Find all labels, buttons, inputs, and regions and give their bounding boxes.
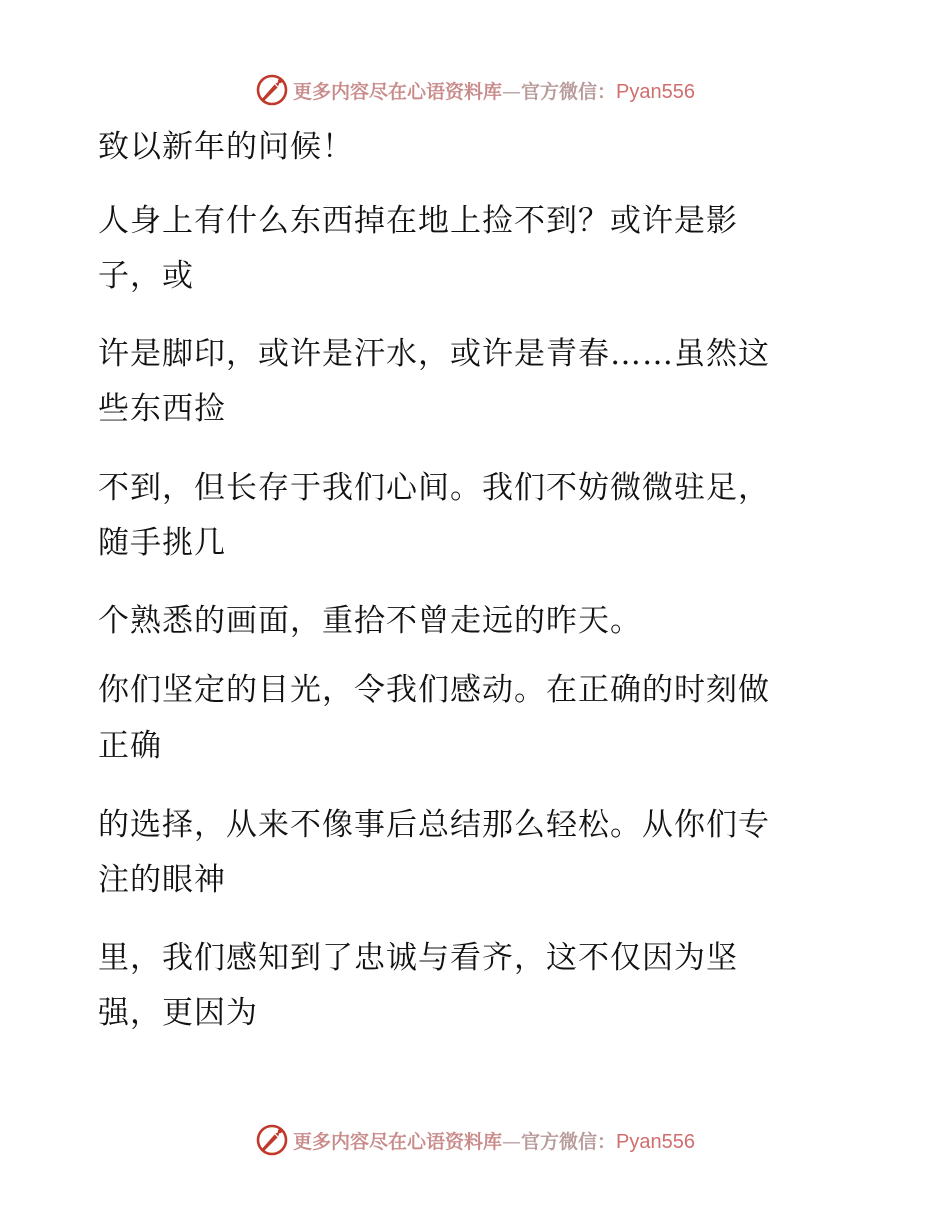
text-line: 个熟悉的画面，重拾不曾走远的昨天。	[98, 603, 642, 639]
header-dash: —	[502, 80, 522, 103]
text-line: 子，或	[98, 258, 194, 294]
footer-site-text: 更多内容尽在心语资料库	[293, 1130, 503, 1153]
header-banner	[0, 70, 950, 110]
text-line: 你们坚定的目光，令我们感动。在正确的时刻做	[98, 672, 770, 708]
footer-dash: —	[502, 1130, 522, 1153]
text-line: 的选择，从来不像事后总结那么轻松。从你们专	[98, 807, 770, 843]
text-line: 不到，但长存于我们心间。我们不妨微微驻足，	[98, 470, 770, 506]
header-wechat-id: Pyan556	[616, 80, 695, 103]
footer-text	[293, 1127, 695, 1154]
text-line: 致以新年的问候！	[98, 129, 354, 165]
header-site-text: 更多内容尽在心语资料库	[293, 80, 503, 103]
header-wechat-label: 官方微信：	[521, 80, 617, 103]
quill-pen-logo-icon	[255, 73, 289, 107]
text-line: 里，我们感知到了忠诚与看齐，这不仅因为坚	[98, 940, 738, 976]
footer-wechat-id: Pyan556	[616, 1130, 695, 1153]
text-line: 正确	[98, 728, 162, 764]
footer-wechat-label: 官方微信：	[521, 1130, 617, 1153]
header-text	[293, 77, 695, 104]
text-line: 随手挑几	[98, 525, 226, 561]
text-line: 人身上有什么东西掉在地上捡不到？或许是影	[98, 203, 738, 239]
text-line: 注的眼神	[98, 862, 226, 898]
text-line: 许是脚印，或许是汗水，或许是青春……虽然这	[98, 336, 770, 372]
footer-banner	[0, 1120, 950, 1160]
text-line: 强，更因为	[98, 995, 258, 1031]
quill-pen-logo-icon	[255, 1123, 289, 1157]
text-line: 些东西捡	[98, 391, 226, 427]
